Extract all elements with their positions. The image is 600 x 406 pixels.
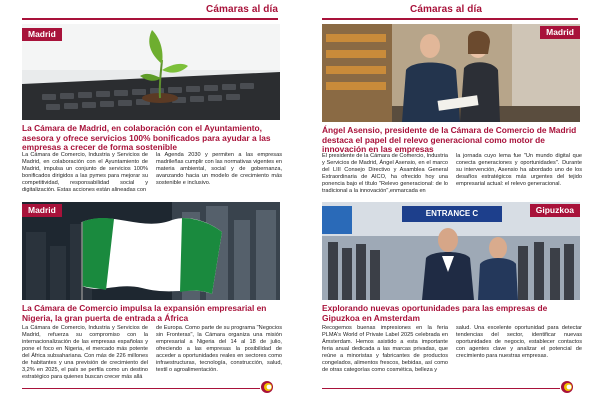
header-rule xyxy=(322,18,578,20)
article-text-column: La Cámara de Comercio, Industria y Servicios de Madrid, en colaboración con el Ayuntamiento de Madrid, impulsa un conjunto de servicios 100% bonificados dirigidos a las pymes para mejorar su competitividad, responsabilidad social y digitalización. Estas acciones están alineadas con xyxy=(22,152,148,193)
article-photo-nigeria xyxy=(22,202,280,300)
region-tag: Madrid xyxy=(22,28,62,41)
article-headline: Explorando nuevas oportunidades para las empresas de Gipuzkoa en Amsterdam xyxy=(322,303,548,323)
chamber-logo-icon xyxy=(560,380,574,394)
article-text-column: salud. Una excelente oportunidad para detectar tendencias del sector, identificar nuevas oportunidades de negocio, establecer contactos con agentes clave y analizar el potencial de crecimiento para nuestras empresas. xyxy=(456,325,582,359)
region-tag: Gipuzkoa xyxy=(530,204,580,217)
article-body xyxy=(22,152,282,198)
article-headline: La Cámara de Comercio impulsa la expansión empresarial en Nigeria, la gran puerta de entrada a África xyxy=(22,303,267,323)
article-photo-asensio xyxy=(322,24,580,122)
article-text-column: la jornada cuyo lema fue "Un mundo digital que conecta generaciones y oportunidades". Durante su intervención, Asensio ha abordado uno de los desafíos estratégicos más urgentes del tejido empresarial actual: el relevo generacional. xyxy=(456,153,582,187)
article-text-column: Recogemos buenas impresiones en la feria PLMA's World of Private Label 2025 celebrada en Ámsterdam. Hemos asistido a esta importante feria anual dedicada a las marcas privadas, que reúne a minoristas y fabricantes de productos congelados, alimentos frescos, bebidas, así como de otras categorías como cosmética, belleza y xyxy=(322,325,448,373)
page-header xyxy=(322,4,578,18)
region-tag: Madrid xyxy=(22,204,62,217)
article-text-column: la Agenda 2030 y permiten a las empresas madrileñas cumplir con las normativas vigentes en materia ambiental, social y de gobernanza, avanzando hacia un modelo de crecimiento más sostenible e inclusivo. xyxy=(156,152,282,186)
article-body xyxy=(322,325,582,385)
article-text-column: La Cámara de Comercio, Industria y Servicios de Madrid, refuerza su compromiso con la internacionalización de las empresas españolas y pone el foco en Nigeria, el mercado más potente del África subsahariana. Con más de 226 millones de habitantes y una previsión de crecimiento del 3,2% en 2025, el país se perfila como un destino estratégico para quienes buscan crecer más allá xyxy=(22,325,148,380)
article-text-column: El presidente de la Cámara de Comercio, Industria y Servicios de Madrid, Ángel Asensio, en el marco del LIII Consejo Directivo y Asamblea General Extraordinaria de AICO, ha ofrecido hoy una ponencia bajo el título "Relevo generacional: de lo tradicional a la innovación",enmarcada en xyxy=(322,153,448,194)
entrance-sign: ENTRANCE C xyxy=(425,209,479,218)
right-page xyxy=(300,0,600,406)
article-headline: La Cámara de Madrid, en colaboración con el Ayuntamiento, asesora y ofrece servicios 100% bonificados para ayudar a las empresas a crecer de forma sostenible xyxy=(22,123,271,153)
section-title: Cámaras al día xyxy=(206,4,278,15)
article-photo-fair xyxy=(322,202,580,300)
chamber-logo-icon xyxy=(260,380,274,394)
region-tag: Madrid xyxy=(540,26,580,39)
article-text-column: de Europa. Como parte de su programa "Negocios sin Fronteras", la Cámara organiza una misión empresarial a Nigeria del 14 al 18 de julio, ofreciendo a las empresas la posibilidad de acceder a oportunidades reales en sectores como infraestructuras, tecnología, construcción, salud, textil o agroalimentación. xyxy=(156,325,282,373)
article-body xyxy=(322,153,582,198)
footer-rule xyxy=(22,388,260,389)
footer-rule xyxy=(322,388,560,389)
article-body xyxy=(22,325,282,385)
page-header xyxy=(22,4,278,18)
section-title: Cámaras al día xyxy=(410,4,482,15)
article-headline: Ángel Asensio, presidente de la Cámara de Comercio de Madrid destaca el papel del relevo generacional como motor de innovación en las empresas xyxy=(322,125,577,155)
header-rule xyxy=(22,18,278,20)
